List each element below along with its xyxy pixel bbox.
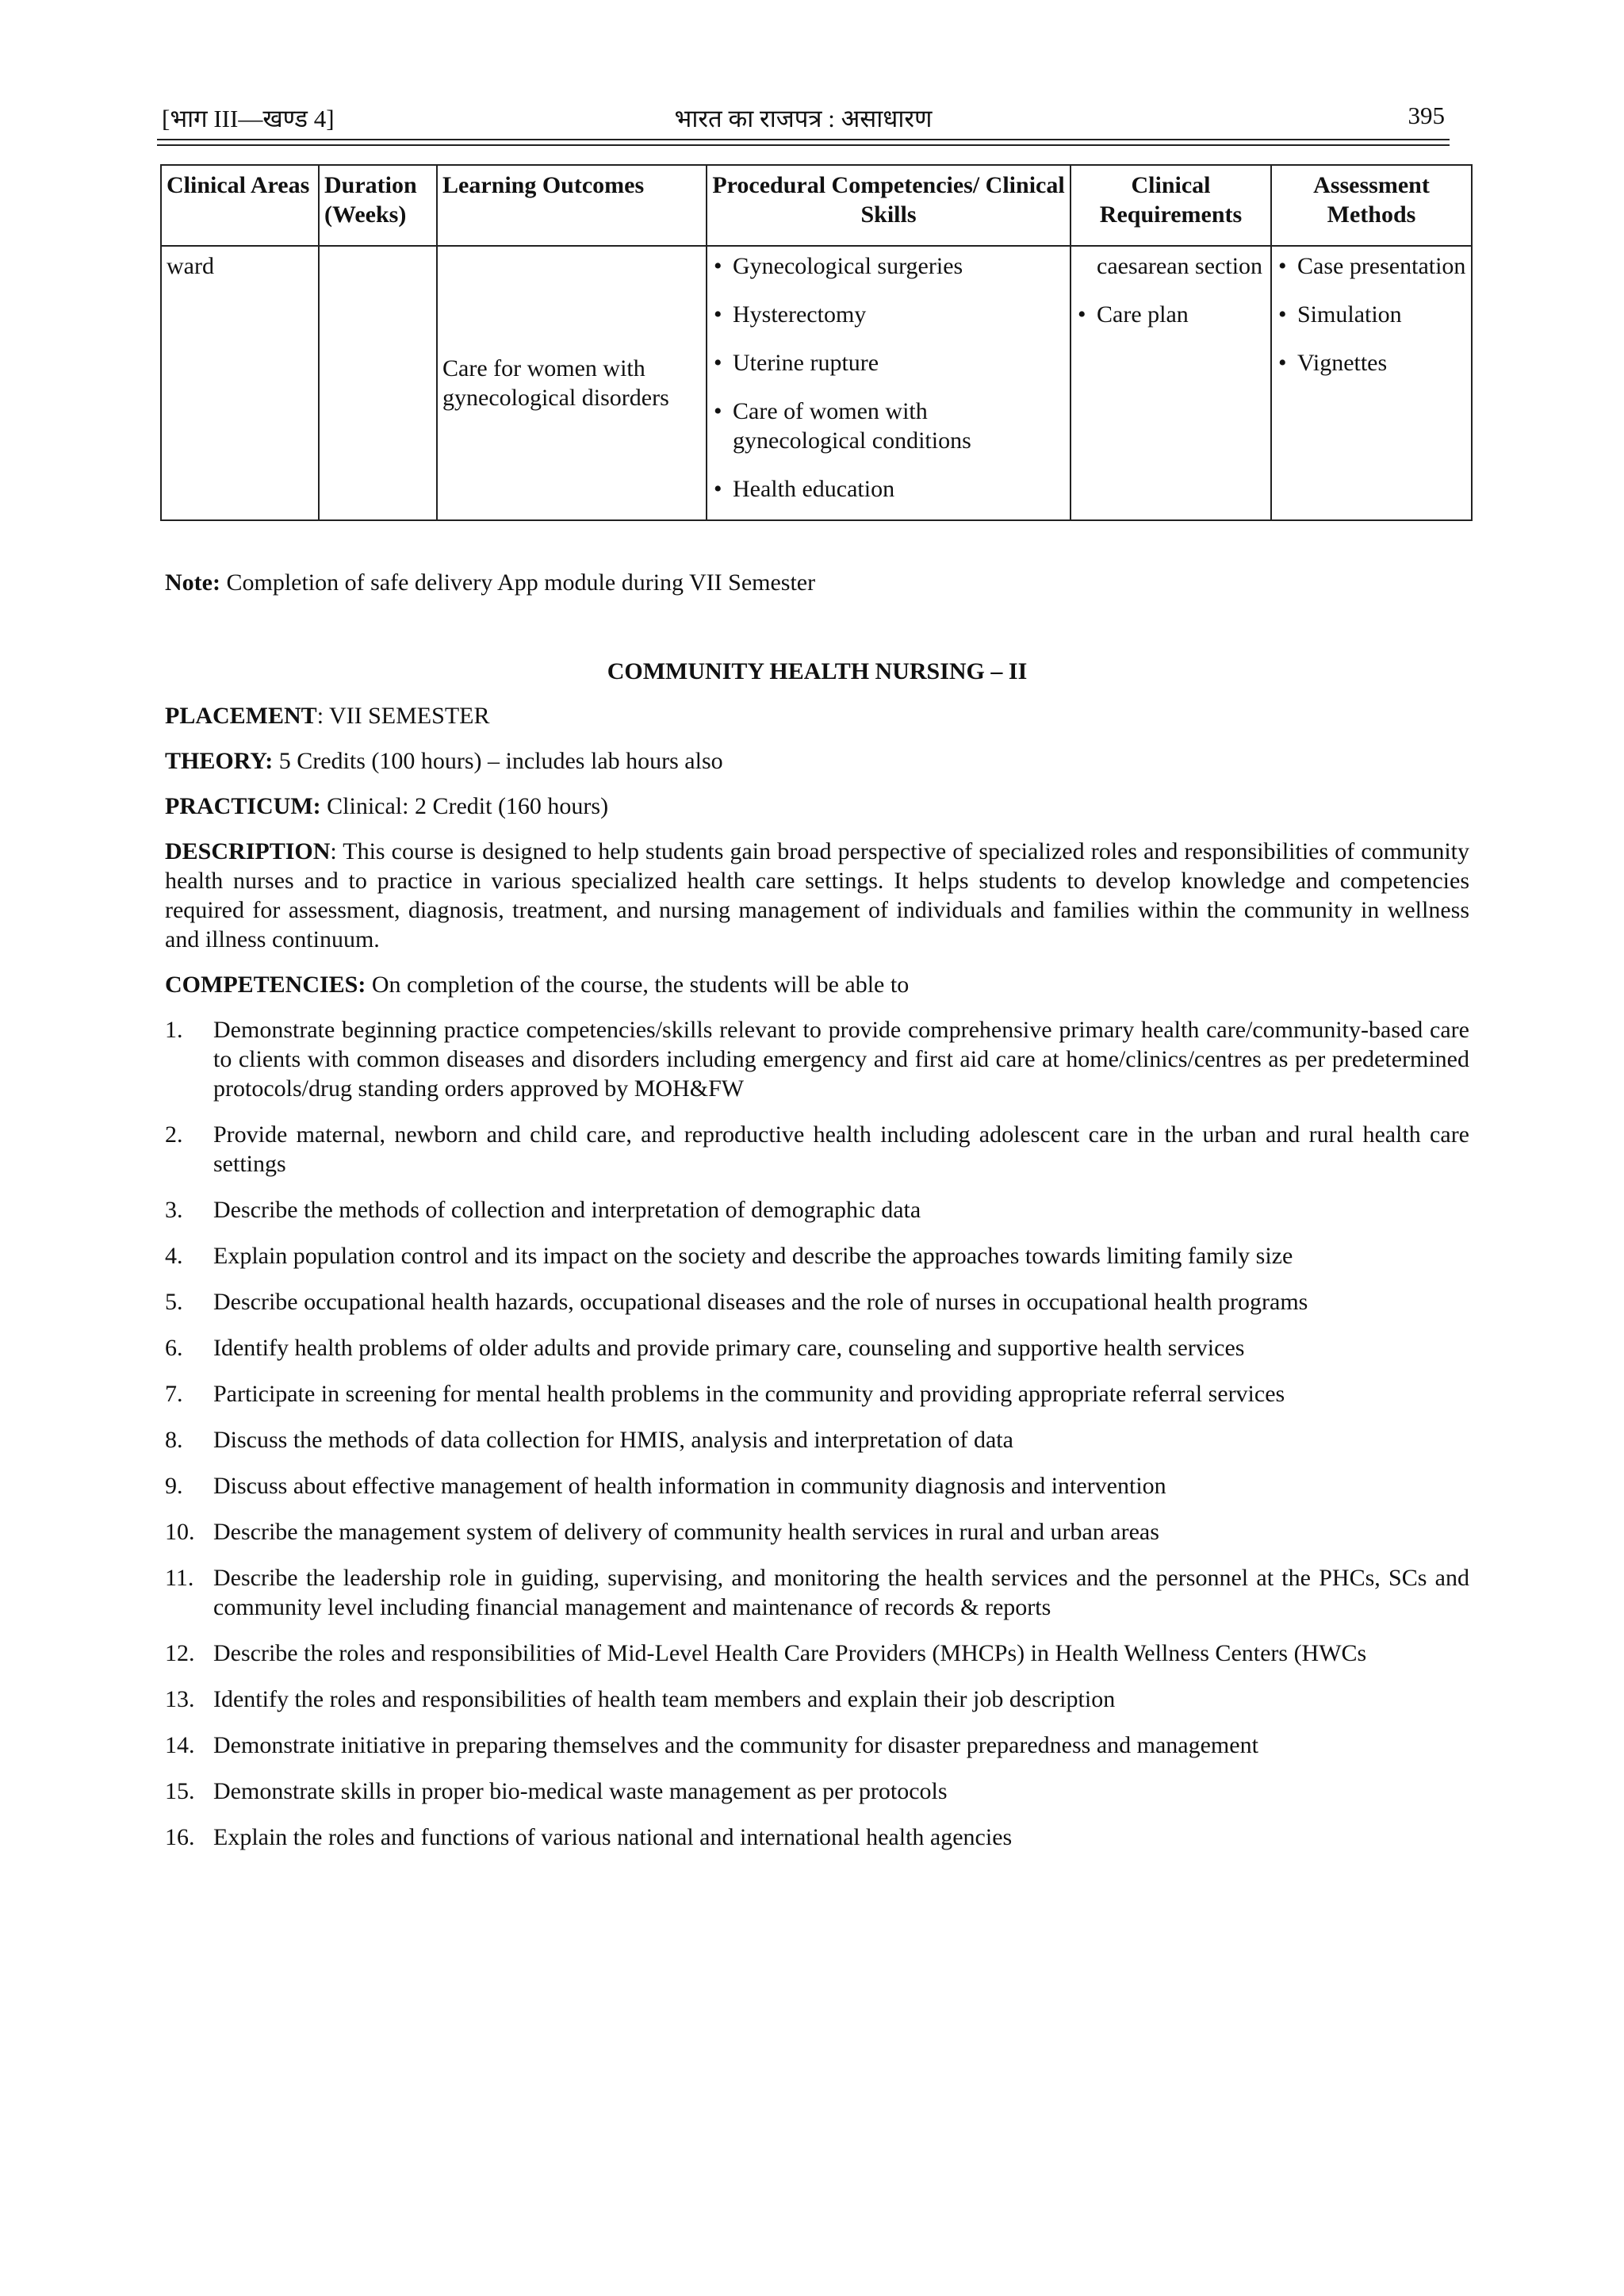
list-item bbox=[165, 1379, 1469, 1409]
table-header-row bbox=[161, 165, 1472, 246]
item-text: Demonstrate beginning practice competencies/skills relevant to provide comprehensive primary health care/community-based care to clients with common diseases and disorders including emergency and first aid care at home/clinics/centres as per predetermined protocols/drug standing orders approved by MOH&FW bbox=[213, 1017, 1469, 1102]
list-item bbox=[165, 1120, 1469, 1179]
list-item bbox=[165, 1195, 1469, 1225]
cell-assessment-methods bbox=[1271, 246, 1472, 520]
list-item bbox=[165, 1731, 1469, 1760]
theory-line bbox=[165, 746, 1469, 776]
header-clinical-requirements: Clinical Requirements bbox=[1071, 165, 1271, 246]
header-procedural-competencies: Procedural Competencies/ Clinical Skills bbox=[707, 165, 1071, 246]
placement-text: : VII SEMESTER bbox=[316, 703, 490, 729]
cell-procedural-skills bbox=[707, 246, 1071, 520]
list-item: • Case presentation bbox=[1277, 251, 1466, 281]
list-item bbox=[165, 1563, 1469, 1622]
cell-duration bbox=[319, 246, 437, 520]
item-number: 1. bbox=[165, 1017, 183, 1043]
list-item bbox=[165, 1241, 1469, 1271]
practicum-text: Clinical: 2 Credit (160 hours) bbox=[320, 793, 609, 819]
item-number: 2. bbox=[165, 1121, 183, 1148]
list-item: • Care of women with gynecological conditions bbox=[712, 397, 1065, 455]
description-text: : This course is designed to help students gain broad perspective of specialized roles and responsibilities of community health nurses and to practice in various specialized health care settings. It helps students to develop knowledge and competencies required for assessment, diagnosis, treatment, and nursing management of individuals and families within the community in wellness and illness continuum. bbox=[165, 838, 1469, 953]
placement-line bbox=[165, 701, 1469, 730]
header-assessment-methods: Assessment Methods bbox=[1271, 165, 1472, 246]
gazette-title: भारत का राजपत्र : असाधारण bbox=[674, 105, 933, 132]
theory-label: THEORY: bbox=[165, 748, 274, 774]
list-item bbox=[165, 1685, 1469, 1714]
item-number: 10. bbox=[165, 1519, 195, 1545]
item-text: Describe the management system of delivery of community health services in rural and urban areas bbox=[213, 1519, 1159, 1545]
competencies-list bbox=[165, 1015, 1469, 1852]
item-text: Identify health problems of older adults and provide primary care, counseling and supportive health services bbox=[213, 1335, 1245, 1361]
page-number: 395 bbox=[1408, 102, 1445, 129]
item-text: Demonstrate initiative in preparing themselves and the community for disaster preparedness and management bbox=[213, 1732, 1258, 1758]
part-section-label: [भाग III—खण्ड 4] bbox=[162, 105, 335, 132]
requirement-continued-text: caesarean section bbox=[1097, 253, 1263, 279]
item-number: 13. bbox=[165, 1686, 195, 1712]
header-learning-outcomes: Learning Outcomes bbox=[437, 165, 707, 246]
list-item: • Hysterectomy bbox=[712, 300, 1065, 329]
description-label: DESCRIPTION bbox=[165, 838, 331, 864]
item-number: 6. bbox=[165, 1335, 183, 1361]
table-row bbox=[161, 246, 1472, 520]
header-rule-bottom bbox=[157, 144, 1450, 146]
item-text: Explain the roles and functions of various national and international health agencies bbox=[213, 1824, 1013, 1850]
item-number: 15. bbox=[165, 1778, 195, 1804]
item-number: 11. bbox=[165, 1565, 194, 1591]
item-number: 3. bbox=[165, 1197, 183, 1223]
cell-clinical-area: ward bbox=[161, 246, 319, 520]
item-text: Discuss the methods of data collection for HMIS, analysis and interpretation of data bbox=[213, 1427, 1013, 1453]
competencies-label: COMPETENCIES: bbox=[165, 972, 366, 998]
course-body bbox=[165, 568, 1469, 1869]
list-item bbox=[165, 1333, 1469, 1363]
item-number: 9. bbox=[165, 1473, 183, 1499]
item-text: Describe the leadership role in guiding, supervising, and monitoring the health services and the personnel at the PHCs, SCs and community level including financial management and maintenance of records & reports bbox=[213, 1565, 1469, 1620]
item-number: 12. bbox=[165, 1640, 195, 1666]
item-number: 8. bbox=[165, 1427, 183, 1453]
list-item bbox=[165, 1015, 1469, 1103]
item-number: 4. bbox=[165, 1243, 183, 1269]
list-item bbox=[165, 1639, 1469, 1668]
item-number: 7. bbox=[165, 1381, 183, 1407]
list-item: • Uterine rupture bbox=[712, 348, 1065, 378]
practicum-line bbox=[165, 792, 1469, 821]
list-item bbox=[165, 1425, 1469, 1455]
header-rule-top bbox=[157, 139, 1450, 140]
item-number: 14. bbox=[165, 1732, 195, 1758]
list-item bbox=[165, 1471, 1469, 1501]
clinical-table bbox=[160, 164, 1473, 521]
theory-text: 5 Credits (100 hours) – includes lab hours also bbox=[273, 748, 723, 774]
item-number: 5. bbox=[165, 1289, 183, 1315]
item-text: Describe the methods of collection and interpretation of demographic data bbox=[213, 1197, 921, 1223]
list-item bbox=[165, 1517, 1469, 1547]
description-paragraph bbox=[165, 837, 1469, 954]
list-item: • Vignettes bbox=[1277, 348, 1466, 378]
competencies-intro bbox=[165, 970, 1469, 999]
item-text: Participate in screening for mental health problems in the community and providing appropriate referral services bbox=[213, 1381, 1285, 1407]
item-text: Demonstrate skills in proper bio-medical waste management as per protocols bbox=[213, 1778, 948, 1804]
list-item bbox=[165, 1823, 1469, 1852]
list-item: • Care plan bbox=[1076, 300, 1266, 329]
note-paragraph bbox=[165, 568, 1469, 597]
header-clinical-areas: Clinical Areas bbox=[161, 165, 319, 246]
list-item: • Health education bbox=[712, 474, 1065, 504]
note-label: Note: bbox=[165, 569, 220, 596]
item-text: Describe the roles and responsibilities of Mid-Level Health Care Providers (MHCPs) in Health Wellness Centers (HWCs bbox=[213, 1640, 1367, 1666]
list-item: • Gynecological surgeries bbox=[712, 251, 1065, 281]
note-text: Completion of safe delivery App module during VII Semester bbox=[220, 569, 816, 596]
header-duration: Duration (Weeks) bbox=[319, 165, 437, 246]
running-header bbox=[162, 102, 1445, 138]
item-number: 16. bbox=[165, 1824, 195, 1850]
item-text: Provide maternal, newborn and child care, and reproductive health including adolescent care in the urban and rural health care settings bbox=[213, 1121, 1469, 1177]
item-text: Describe occupational health hazards, occupational diseases and the role of nurses in occupational health programs bbox=[213, 1289, 1308, 1315]
cell-clinical-requirements bbox=[1071, 246, 1271, 520]
list-item: • Simulation bbox=[1277, 300, 1466, 329]
placement-label: PLACEMENT bbox=[165, 703, 317, 729]
competencies-intro-text: On completion of the course, the students will be able to bbox=[366, 972, 910, 998]
list-item bbox=[165, 1777, 1469, 1806]
item-text: Explain population control and its impact on the society and describe the approaches towards limiting family size bbox=[213, 1243, 1293, 1269]
cell-learning-outcome: Care for women with gynecological disorders bbox=[437, 246, 707, 520]
course-title: COMMUNITY HEALTH NURSING – II bbox=[607, 658, 1028, 684]
item-text: Discuss about effective management of health information in community diagnosis and intervention bbox=[213, 1473, 1166, 1499]
practicum-label: PRACTICUM: bbox=[165, 793, 321, 819]
list-item bbox=[165, 1287, 1469, 1317]
item-text: Identify the roles and responsibilities of health team members and explain their job description bbox=[213, 1686, 1116, 1712]
